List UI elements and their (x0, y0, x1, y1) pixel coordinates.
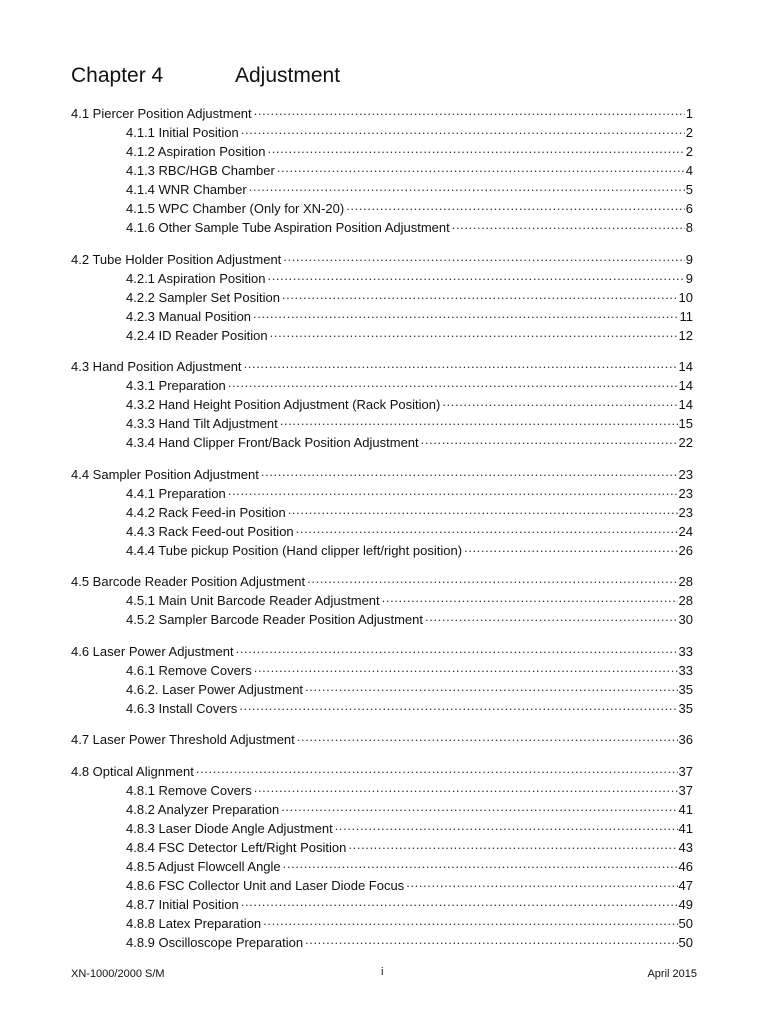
toc-entry-page: 50 (678, 934, 693, 950)
toc-entry-label: 4.1.5 WPC Chamber (Only for XN-20) (126, 201, 345, 216)
toc-subsection-entry (71, 484, 693, 503)
toc-section-entry (71, 357, 693, 376)
toc-entry-label: 4.2.4 ID Reader Position (126, 327, 268, 343)
toc-dot-leader (254, 105, 685, 118)
toc-dot-leader (241, 124, 685, 137)
toc-subsection-entry (71, 269, 693, 288)
toc-dot-leader (305, 934, 677, 947)
toc-entry-label: 4.4 Sampler Position Adjustment (71, 466, 259, 482)
toc-entry-page: 33 (678, 643, 693, 659)
toc-section-entry (71, 465, 693, 484)
toc-entry-page: 47 (678, 877, 693, 893)
toc-entry-label: 4.8.7 Initial Position (126, 896, 239, 912)
toc-section-entry (71, 572, 693, 591)
toc-entry-label: 4.6.3 Install Covers (126, 700, 238, 716)
toc-dot-leader (425, 611, 678, 624)
toc-entry-page: 10 (678, 289, 693, 305)
toc-entry-page: 37 (678, 782, 693, 798)
toc-entry-label: 4.1.2 Aspiration Position (126, 144, 266, 159)
toc-dot-leader (244, 358, 678, 371)
toc-dot-leader (239, 700, 677, 713)
toc-entry-label: 4.8.5 Adjust Flowcell Angle (126, 858, 281, 874)
toc-entry-page: 23 (678, 466, 693, 482)
toc-entry-page: 43 (678, 839, 693, 855)
toc-entry-page: 49 (678, 896, 693, 912)
toc-entry-page: 35 (678, 681, 693, 697)
toc-entry-label: 4.5.2 Sampler Barcode Reader Position Adjustment (126, 612, 424, 627)
toc-dot-leader (382, 592, 678, 605)
toc-dot-leader (254, 782, 678, 795)
chapter-number: Chapter 4 (71, 64, 164, 87)
toc-section-entry (71, 250, 693, 269)
toc-entry-page: 14 (678, 359, 693, 374)
chapter-name: Adjustment (235, 64, 341, 87)
toc-section (71, 465, 693, 560)
footer-page-number: i (381, 966, 384, 978)
toc-subsection-entry (71, 781, 693, 800)
toc-section (71, 572, 693, 629)
toc-subsection-entry (71, 895, 693, 914)
toc-entry-label: 4.8.8 Latex Preparation (126, 915, 262, 931)
toc-dot-leader (249, 181, 685, 194)
toc-entry-label: 4.1.3 RBC/HGB Chamber (126, 163, 275, 178)
toc-section (71, 730, 693, 749)
footer-date: April 2015 (647, 968, 697, 980)
toc-subsection-entry (71, 838, 693, 857)
toc-subsection-entry (71, 819, 693, 838)
toc-section-entry (71, 642, 693, 661)
toc-subsection-entry (71, 218, 693, 237)
toc-subsection-entry (71, 914, 693, 933)
toc-entry-page: 15 (678, 416, 693, 431)
toc-entry-label: 4.3.2 Hand Height Position Adjustment (Rack Position) (126, 397, 441, 412)
toc-entry-label: 4.4.1 Preparation (126, 485, 226, 501)
toc-entry-label: 4.4.2 Rack Feed-in Position (126, 504, 286, 520)
toc-subsection-entry (71, 433, 693, 452)
toc-dot-leader (305, 681, 677, 694)
toc-entry-page: 24 (678, 523, 693, 539)
toc-entry-label: 4.5 Barcode Reader Position Adjustment (71, 574, 306, 589)
toc-dot-leader (241, 896, 678, 909)
toc-dot-leader (335, 820, 678, 833)
toc-entry-label: 4.1.1 Initial Position (126, 125, 239, 140)
toc-section (71, 104, 693, 237)
toc-entry-label: 4.2.3 Manual Position (126, 308, 252, 324)
toc-entry-label: 4.6 Laser Power Adjustment (71, 643, 234, 659)
toc-section-entry (71, 104, 693, 123)
toc-subsection-entry (71, 395, 693, 414)
toc-dot-leader (254, 662, 678, 675)
toc-dot-leader (296, 523, 678, 536)
toc-subsection-entry (71, 661, 693, 680)
toc-entry-label: 4.2.2 Sampler Set Position (126, 289, 280, 305)
toc-subsection-entry (71, 591, 693, 610)
toc-entry-label: 4.8 Optical Alignment (71, 763, 194, 779)
toc-entry-page: 37 (678, 763, 693, 779)
toc-entry-label: 4.8.6 FSC Collector Unit and Laser Diode Focus (126, 877, 405, 893)
toc-entry-label: 4.3.4 Hand Clipper Front/Back Position Adjustment (126, 435, 419, 450)
toc-subsection-entry (71, 199, 693, 218)
toc-dot-leader (406, 877, 677, 890)
toc-entry-page: 28 (678, 574, 693, 589)
toc-subsection-entry (71, 800, 693, 819)
toc-entry-page: 9 (685, 251, 693, 267)
toc-entry-label: 4.3 Hand Position Adjustment (71, 359, 242, 374)
toc-dot-leader (348, 839, 677, 852)
footer-document-id: XN-1000/2000 S/M (71, 968, 165, 980)
toc-dot-leader (442, 396, 677, 409)
chapter-title (71, 64, 341, 88)
toc-entry-page: 23 (678, 485, 693, 501)
toc-dot-leader (283, 858, 678, 871)
toc-entry-page: 30 (678, 612, 693, 627)
toc-entry-page: 1 (685, 106, 693, 121)
page-footer (71, 968, 697, 984)
table-of-contents (71, 104, 693, 964)
toc-section (71, 762, 693, 952)
toc-dot-leader (283, 251, 684, 264)
toc-entry-page: 11 (679, 308, 693, 324)
toc-entry-label: 4.2 Tube Holder Position Adjustment (71, 251, 282, 267)
toc-dot-leader (464, 542, 678, 555)
toc-entry-label: 4.4.4 Tube pickup Position (Hand clipper left/right position) (126, 542, 463, 558)
toc-entry-page: 14 (678, 378, 693, 393)
toc-entry-label: 4.8.4 FSC Detector Left/Right Position (126, 839, 347, 855)
toc-entry-label: 4.1.4 WNR Chamber (126, 182, 247, 197)
toc-entry-label: 4.5.1 Main Unit Barcode Reader Adjustment (126, 593, 380, 608)
toc-entry-page: 6 (685, 201, 693, 216)
toc-dot-leader (346, 200, 685, 213)
toc-dot-leader (253, 308, 678, 321)
toc-dot-leader (288, 504, 678, 517)
toc-subsection-entry (71, 123, 693, 142)
toc-entry-page: 22 (678, 435, 693, 450)
toc-subsection-entry (71, 541, 693, 560)
toc-entry-page: 41 (678, 820, 693, 836)
toc-entry-label: 4.8.1 Remove Covers (126, 782, 252, 798)
toc-subsection-entry (71, 933, 693, 952)
toc-dot-leader (261, 466, 678, 479)
toc-subsection-entry (71, 376, 693, 395)
toc-entry-label: 4.7 Laser Power Threshold Adjustment (71, 732, 295, 747)
toc-entry-label: 4.3.1 Preparation (126, 378, 226, 393)
toc-subsection-entry (71, 307, 693, 326)
toc-entry-page: 8 (685, 220, 693, 235)
toc-section-entry (71, 762, 693, 781)
toc-entry-page: 35 (678, 700, 693, 716)
toc-entry-label: 4.1.6 Other Sample Tube Aspiration Position Adjustment (126, 220, 450, 235)
toc-dot-leader (236, 643, 678, 656)
toc-dot-leader (267, 143, 684, 156)
toc-entry-label: 4.8.9 Oscilloscope Preparation (126, 934, 304, 950)
toc-entry-page: 50 (678, 915, 693, 931)
toc-subsection-entry (71, 699, 693, 718)
toc-entry-label: 4.3.3 Hand Tilt Adjustment (126, 416, 278, 431)
toc-entry-page: 5 (685, 182, 693, 197)
toc-entry-page: 26 (678, 542, 693, 558)
toc-dot-leader (270, 327, 678, 340)
toc-entry-page: 46 (678, 858, 693, 874)
toc-entry-label: 4.2.1 Aspiration Position (126, 270, 266, 286)
toc-dot-leader (280, 415, 678, 428)
toc-entry-page: 28 (678, 593, 693, 608)
toc-subsection-entry (71, 414, 693, 433)
toc-dot-leader (307, 573, 677, 586)
toc-subsection-entry (71, 876, 693, 895)
toc-dot-leader (267, 270, 684, 283)
toc-entry-label: 4.6.1 Remove Covers (126, 662, 252, 678)
toc-subsection-entry (71, 161, 693, 180)
toc-entry-page: 2 (685, 144, 693, 159)
toc-dot-leader (196, 763, 678, 776)
toc-dot-leader (277, 162, 685, 175)
toc-entry-label: 4.8.3 Laser Diode Angle Adjustment (126, 820, 333, 836)
toc-dot-leader (228, 377, 678, 390)
toc-subsection-entry (71, 503, 693, 522)
toc-section (71, 357, 693, 452)
toc-dot-leader (297, 731, 678, 744)
toc-entry-page: 41 (678, 801, 693, 817)
toc-subsection-entry (71, 610, 693, 629)
toc-section (71, 250, 693, 345)
toc-subsection-entry (71, 857, 693, 876)
toc-entry-page: 23 (678, 504, 693, 520)
toc-entry-page: 36 (678, 732, 693, 747)
toc-entry-page: 14 (678, 397, 693, 412)
toc-section-entry (71, 730, 693, 749)
toc-entry-page: 12 (678, 327, 693, 343)
toc-dot-leader (282, 289, 678, 302)
toc-entry-page: 4 (685, 163, 693, 178)
toc-subsection-entry (71, 142, 693, 161)
toc-subsection-entry (71, 288, 693, 307)
toc-subsection-entry (71, 326, 693, 345)
toc-entry-label: 4.1 Piercer Position Adjustment (71, 106, 252, 121)
toc-subsection-entry (71, 522, 693, 541)
toc-dot-leader (452, 219, 685, 232)
toc-entry-label: 4.8.2 Analyzer Preparation (126, 801, 280, 817)
toc-entry-page: 2 (685, 125, 693, 140)
toc-dot-leader (228, 485, 678, 498)
toc-subsection-entry (71, 180, 693, 199)
toc-entry-label: 4.6.2. Laser Power Adjustment (126, 681, 304, 697)
toc-dot-leader (421, 434, 678, 447)
toc-entry-label: 4.4.3 Rack Feed-out Position (126, 523, 294, 539)
toc-entry-page: 33 (678, 662, 693, 678)
toc-section (71, 642, 693, 718)
toc-entry-page: 9 (685, 270, 693, 286)
toc-dot-leader (263, 915, 677, 928)
toc-subsection-entry (71, 680, 693, 699)
toc-dot-leader (281, 801, 677, 814)
